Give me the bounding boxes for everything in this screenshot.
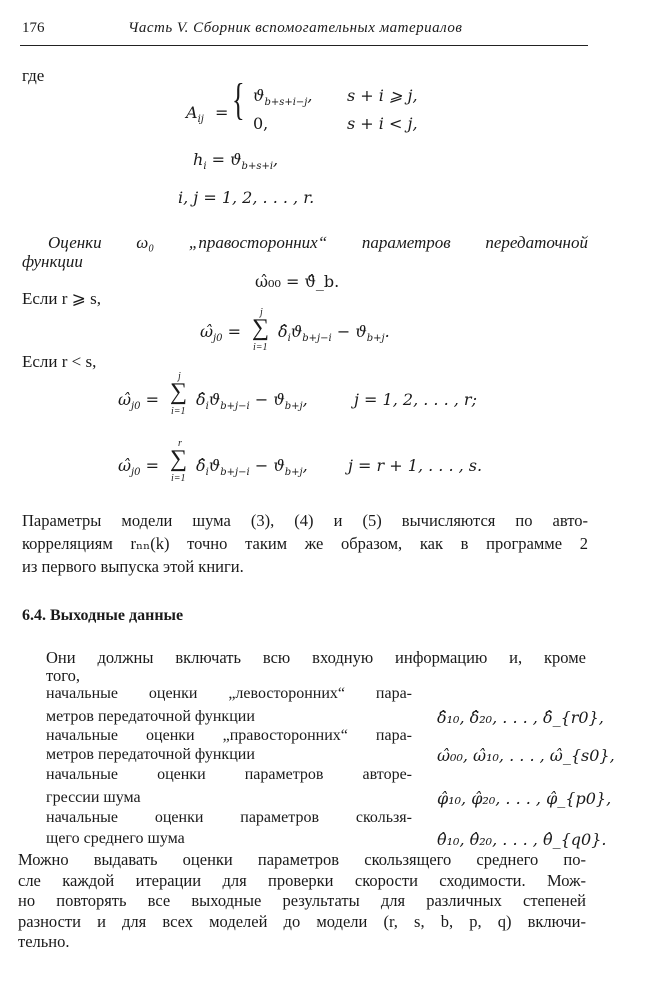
sum1-rhs: $\deltâ_iϑ_{b+j-i} - ϑ_{b+j}$.: [278, 322, 390, 345]
item1-line1: начальные оценки „левосторонних“ пара-: [46, 685, 412, 702]
sum1-lhs: $\omegâ_{j0}$ =: [200, 322, 242, 345]
if-r-lt-s: Если r < s,: [22, 352, 97, 371]
sum2-lhs: $\omegâ_{j0}$ =: [118, 390, 160, 413]
item2-line1: начальные оценки „правосторонних“ пара-: [46, 727, 412, 744]
sum1-upper: j: [260, 307, 263, 318]
section-intro: Они должны включать всю входную информацию и, кроме: [46, 648, 586, 667]
sum2-rhs: $\deltâ_iϑ_{b+j-i} - ϑ_{b+j}$,: [196, 390, 308, 413]
sum3-sigma: ∑: [170, 446, 188, 472]
item4-line1: начальные оценки параметров скользя-: [46, 809, 412, 826]
header-rule: [20, 45, 588, 46]
closing-line-4: разности и для всех моделей до модели (r, s, b, p, q) включи-: [18, 911, 586, 931]
where-word: где: [22, 66, 45, 85]
item1-line2: метров передаточной функции: [46, 708, 255, 725]
sum3-range: j = r + 1, . . . , s.: [348, 456, 483, 475]
closing-paragraph: [18, 850, 586, 953]
running-title: Часть V. Сборник вспомогательных материалов: [128, 20, 463, 36]
case2-expr: 0,: [253, 114, 269, 133]
closing-line-3: но повторять все выходные результаты для различных степеней: [18, 891, 586, 910]
noise-line-3: из первого выпуска этой книги.: [22, 557, 244, 576]
item3-line2: грессии шума: [46, 789, 141, 806]
sum2-range: j = 1, 2, . . . , r;: [354, 390, 477, 409]
closing-line-1: Можно выдавать оценки параметров скользящего среднего по-: [18, 850, 586, 869]
item4-symbols: θ̂₁₀, θ̂₂₀, . . . , θ̂_{q0}.: [437, 830, 607, 849]
left-brace: {: [232, 75, 245, 124]
sum1-lower: i=1: [253, 342, 268, 353]
if-r-ge-s: Если r ⩾ s,: [22, 289, 102, 308]
item4-line2: щего среднего шума: [46, 830, 185, 847]
a-lhs: $A_{ij}$: [186, 103, 204, 126]
h-equation: $h_i = ϑ_{b+s+i}$,: [193, 150, 279, 173]
case1-condition: s + i ⩾ j,: [347, 86, 418, 105]
ij-range: i, j = 1, 2, . . . , r.: [178, 188, 315, 207]
page-number: 176: [22, 20, 45, 36]
omega00-equation: ω̂₀₀ = ϑ̂_b.: [255, 272, 340, 291]
estimates-line1: Оценки ω₀ „правосторонних“ параметров передаточной: [48, 233, 588, 252]
sum3-rhs: $\deltâ_iϑ_{b+j-i} - ϑ_{b+j}$,: [196, 456, 308, 479]
item3-line1: начальные оценки параметров авторе-: [46, 766, 412, 783]
item3-symbols: φ̂₁₀, φ̂₂₀, . . . , φ̂_{p0},: [437, 789, 612, 808]
case2-condition: s + i < j,: [347, 114, 418, 133]
sum2-sigma: ∑: [170, 379, 188, 405]
case1-expr: $ϑ_{b+s+i-j}$,: [253, 86, 313, 109]
section-heading: 6.4. Выходные данные: [22, 607, 184, 624]
sum2-lower: i=1: [171, 406, 186, 417]
item1-symbols: δ̂₁₀, δ̂₂₀, . . . , δ̂_{r0},: [437, 708, 604, 727]
noise-paragraph: [22, 509, 588, 578]
sum3-upper: r: [178, 438, 182, 449]
sum1-sigma: ∑: [252, 315, 270, 341]
closing-line-2: сле каждой итерации для проверки скорости сходимости. Мож-: [18, 870, 586, 890]
closing-line-5: тельно.: [18, 932, 70, 951]
noise-line-2: корреляциям rₙₙ(k) точно таким же образом, как в программе 2: [22, 534, 588, 553]
sum2-upper: j: [178, 371, 181, 382]
sum3-lhs: $\omegâ_{j0}$ =: [118, 456, 160, 479]
section-intro-2: того,: [46, 666, 80, 685]
estimates-line2: функции: [22, 252, 83, 271]
item2-line2: метров передаточной функции: [46, 746, 255, 763]
item2-symbols: ω̂₀₀, ω̂₁₀, . . . , ω̂_{s0},: [437, 746, 615, 765]
a-equals: =: [215, 103, 229, 122]
sum3-lower: i=1: [171, 473, 186, 484]
noise-line-1: Параметры модели шума (3), (4) и (5) вычисляются по авто-: [22, 511, 588, 530]
